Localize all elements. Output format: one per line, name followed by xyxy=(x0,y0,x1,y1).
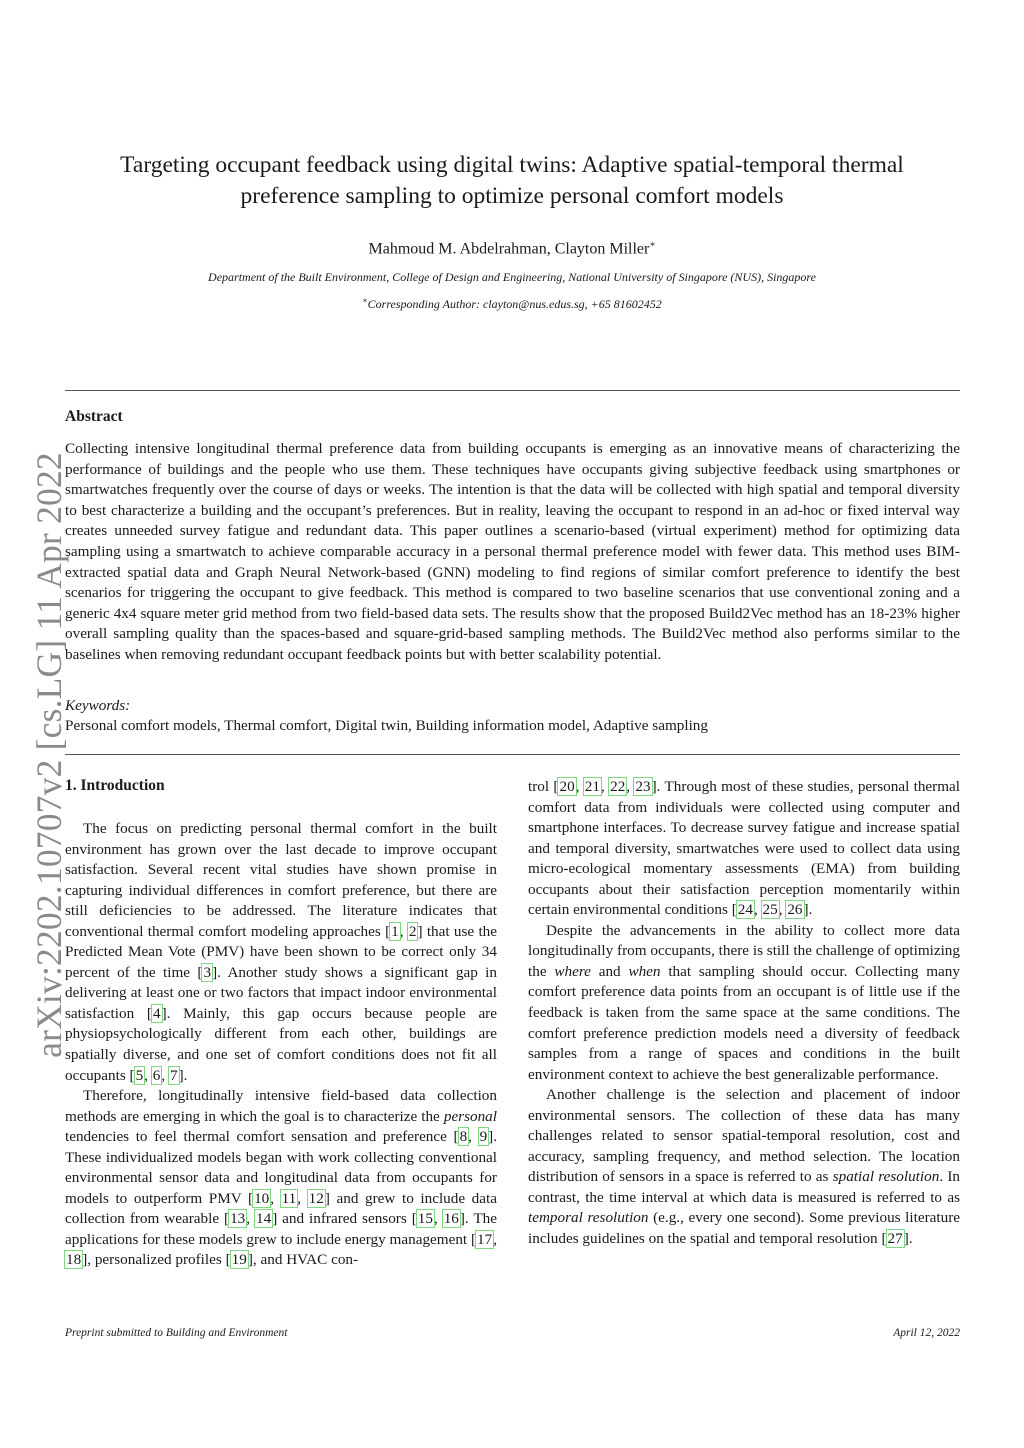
corresponding-mark: ∗ xyxy=(362,296,368,305)
citation-link[interactable]: 12 xyxy=(308,1189,324,1207)
citation-link[interactable]: 5 xyxy=(135,1066,144,1084)
citation-link[interactable]: 21 xyxy=(584,778,600,795)
intro-paragraph-2: Therefore, longitudinally intensive field-based data collection methods are emerging in which the goal is to characterize the personal tendencies to feel thermal comfort sensation and preference [8, 9]. These individualized models began with work collecting conventional environmental sensor data and longitudinal data from occupants for models to outperform PMV [10, 11, 12] and grew to include data collection from wearable [13, 14] and infrared sensors [15, 16]. The applications for these models grew to include energy management [17, 18], personalized profiles [19], and HVAC con- xyxy=(65,1087,498,1269)
citation-link[interactable]: 2 xyxy=(408,922,417,940)
keywords-label: Keywords: xyxy=(65,697,131,714)
keywords-list: Personal comfort models, Thermal comfort, Digital twin, Building information model, Adaptive sampling xyxy=(65,717,708,734)
citation-link[interactable]: 3 xyxy=(203,963,212,981)
left-column xyxy=(65,819,497,1271)
citation-link[interactable]: 13 xyxy=(230,1210,246,1228)
corresponding-text: Corresponding Author: clayton@nus.edus.sg, +65 81602452 xyxy=(367,297,662,311)
citation-link[interactable]: 27 xyxy=(887,1230,903,1248)
citation-link[interactable]: 10 xyxy=(254,1189,270,1207)
section-heading-introduction: 1. Introduction xyxy=(65,777,165,794)
top-rule xyxy=(65,390,960,391)
citation-link[interactable]: 14 xyxy=(256,1210,272,1228)
citation-link[interactable]: 11 xyxy=(281,1189,297,1207)
citation-link[interactable]: 16 xyxy=(443,1210,459,1228)
abstract-body: Collecting intensive longitudinal thermal preference data from building occupants is emerging as an innovative means of characterizing the performance of buildings and the people who use them. These techniques have occupants giving subjective feedback using smartphones or smartwatches frequently over the course of days or weeks. The intention is that the data will be collected with high spatial and temporal diversity to best characterize a building and the occupant’s preferences. But in reality, leaving the occupant to respond in an ad-hoc or fixed interval way creates unneeded survey fatigue and redundant data. This paper outlines a scenario-based (virtual experiment) method for optimizing data sampling using a smartwatch to achieve comparable accuracy in a personal thermal preference model with fewer data. This method uses BIM-extracted spatial data and Graph Neural Network-based (GNN) modeling to find regions of similar comfort preference to identify the best scenarios for triggering the occupant to give feedback. This method is compared to two baseline scenarios that use conventional zoning and a generic 4x4 square meter grid method from two field-based data sets. The results show that the proposed Build2Vec method has an 18-23% higher overall sampling quality than the spaces-based and square-grid-based sampling methods. The Build2Vec method also performs similar to the baselines when removing redundant occupant feedback points but with better scalability potential. xyxy=(65,440,960,663)
intro-paragraph-3: Despite the advancements in the ability to collect more data longitudinally from occupants, there is still the challenge of optimizing the where and when that sampling should occur. Collecting many comfort preference data points from an occupant is of little use if the feedback is taken from the same space at the same conditions. The comfort preference prediction models need a diversity of feedback samples from a range of spaces and conditions in the built environment context to achieve the best generalizable performance. xyxy=(528,921,960,1083)
intro-paragraph-1: The focus on predicting personal thermal comfort in the built environment has grown over the last decade to improve occupant satisfaction. Several recent vital studies have shown promise in capturing individual differences in comfort preference, but there are still deficiencies to be addressed. The literature indicates that conventional thermal comfort modeling approaches [1, 2] that use the Predicted Mean Vote (PMV) have been shown to be correct only 34 percent of the time [3]. Another study shows a significant gap in delivering at least one or two factors that impact indoor environmental satisfaction [4]. Mainly, this gap occurs because people are physiopsychologically different from each other, buildings are spatially diverse, and one set of comfort conditions does not fit all occupants [5, 6, 7]. xyxy=(65,820,498,1084)
citation-link[interactable]: 1 xyxy=(391,922,399,940)
citation-link[interactable]: 8 xyxy=(459,1128,468,1146)
footer-preprint-note: Preprint submitted to Building and Environment xyxy=(65,1327,288,1339)
citation-link[interactable]: 18 xyxy=(66,1251,82,1269)
title-line-1: Targeting occupant feedback using digital twins: Adaptive spatial-temporal thermal xyxy=(120,152,904,178)
intro-paragraph-2-continued: trol [20, 21, 22, 23]. Through most of these studies, personal thermal comfort data from individuals were collected using computer and smartphone interfaces. To decrease survey fatigue and increase spatial and temporal diversity, smartwatches were used to collect data using micro-ecological momentary assessments (EMA) from building occupants about their satisfaction perception momentarily within certain environmental conditions [24, 25, 26]. xyxy=(528,778,960,919)
citation-link[interactable]: 4 xyxy=(152,1004,161,1022)
right-column xyxy=(528,777,960,1250)
footer-date: April 12, 2022 xyxy=(893,1327,960,1339)
abstract-heading: Abstract xyxy=(65,408,123,425)
citation-link[interactable]: 26 xyxy=(787,901,803,919)
citation-link[interactable]: 17 xyxy=(477,1230,493,1248)
affiliation: Department of the Built Environment, College of Design and Engineering, National University of Singapore (NUS), Singapore xyxy=(208,270,816,284)
author-line xyxy=(60,239,964,258)
bottom-rule xyxy=(65,754,960,755)
title-line-2: preference sampling to optimize personal comfort models xyxy=(240,183,784,209)
paper-title xyxy=(60,150,964,212)
citation-link[interactable]: 20 xyxy=(559,778,575,795)
citation-link[interactable]: 24 xyxy=(737,901,753,919)
citation-link[interactable]: 22 xyxy=(610,778,626,795)
citation-link[interactable]: 15 xyxy=(417,1210,433,1228)
citation-link[interactable]: 23 xyxy=(635,778,651,795)
citation-link[interactable]: 6 xyxy=(152,1066,161,1084)
authors: Mahmoud M. Abdelrahman, Clayton Miller xyxy=(368,240,650,258)
citation-link[interactable]: 25 xyxy=(762,901,778,919)
citation-link[interactable]: 19 xyxy=(231,1251,247,1269)
citation-link[interactable]: 7 xyxy=(169,1066,178,1084)
arxiv-identifier: arXiv:2202.10707v2 [cs.LG] 11 Apr 2022 xyxy=(29,452,69,1058)
author-footnote-mark: ∗ xyxy=(649,239,656,249)
intro-paragraph-4: Another challenge is the selection and placement of indoor environmental sensors. The collection of these data has many challenges related to sensor spatial-temporal resolution, cost and accuracy, sampling frequency, and method selection. The location distribution of sensors in a space is referred to as spatial resolution. In contrast, the time interval at which data is measured is referred to as temporal resolution (e.g., every one second). Some previous literature includes guidelines on the spatial and temporal resolution [27]. xyxy=(528,1086,960,1248)
citation-link[interactable]: 9 xyxy=(479,1128,488,1146)
corresponding-author xyxy=(60,296,964,312)
